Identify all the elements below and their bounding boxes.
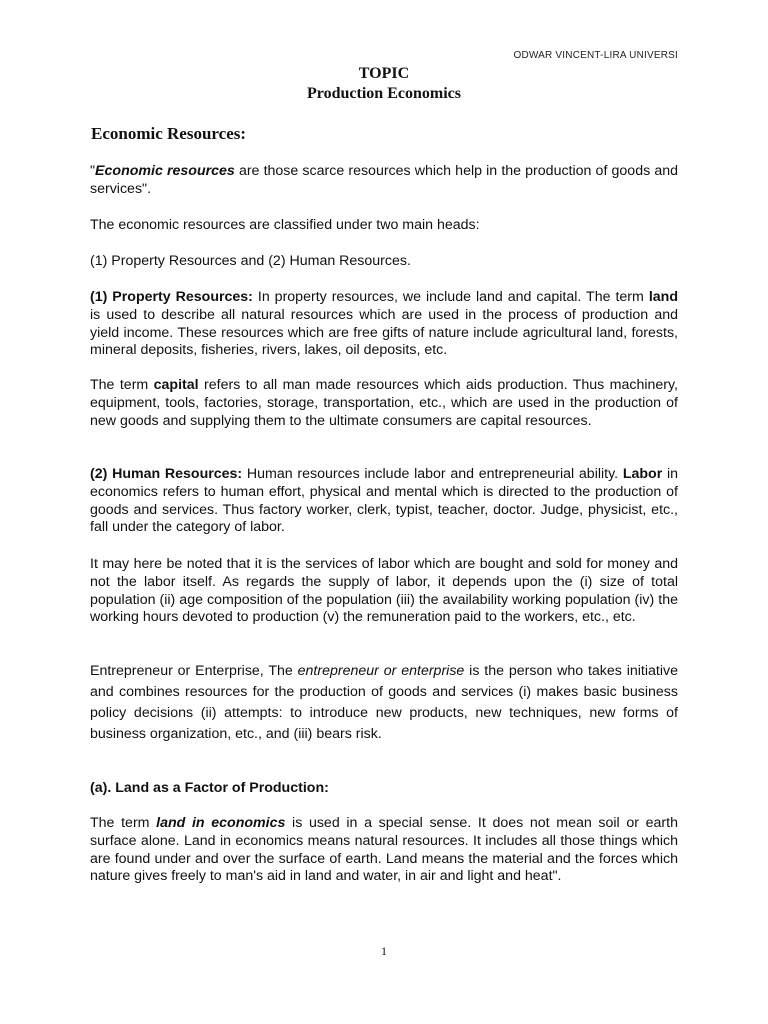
paragraph-entrepreneur: [90, 661, 678, 745]
term-capital: capital: [153, 377, 199, 393]
paragraph-text: is the person who takes initiative and combines resources for the production of goods and services (i) makes basic business policy decisions (ii) attempts: to introduce new products, new techniques, new forms of business organization, etc., and (iii) bears risk.: [90, 663, 678, 742]
paragraph-text: The term: [90, 815, 157, 831]
section-heading: Economic Resources:: [91, 124, 247, 143]
paragraph-text: is used to describe all natural resources which are used in the process of production and yield income. These resources which are free gifts of nature include agricultural land, forests, mineral deposits, fisheries, rivers, lakes, oil deposits, etc.: [90, 306, 678, 359]
paragraph-human-resources: [90, 466, 678, 537]
term-land-in-economics: land in economics: [156, 815, 286, 831]
paragraph-definition: [90, 163, 678, 199]
paragraph-property-resources: [90, 289, 678, 360]
paragraph-text: in economics refers to human effort, physical and mental which is directed to the production of goods and services. Thus factory worker, clerk, typist, teacher, doctor. Judge, physicist, etc., fall under the category of labor.: [90, 466, 679, 536]
paragraph-land-economics: [90, 815, 678, 886]
page-number: 1: [381, 944, 387, 958]
subject-title: Production Economics: [307, 85, 461, 102]
paragraph-text: Human resources include labor and entrepreneurial ability.: [242, 466, 623, 482]
paragraph-capital: [90, 377, 678, 430]
paragraph-text: is used in a special sense. It does not mean soil or earth surface alone. Land in economics means natural resources. It includes all those things which are found under and over the surface of earth. Land means the material and the forces which nature gives freely to man's aid in land and water, in air and light and heat".: [90, 815, 678, 885]
paragraph-text: In property resources, we include land and capital. The term: [252, 289, 649, 305]
term-entrepreneur: entrepreneur or enterprise: [297, 663, 465, 679]
paragraph-classification: The economic resources are classified under two main heads:: [90, 217, 480, 233]
paragraph-text: are those scarce resources which help in the production of goods and services".: [90, 163, 678, 197]
paragraph-heads: (1) Property Resources and (2) Human Resources.: [90, 253, 411, 269]
quote-mark: ": [90, 163, 96, 179]
paragraph-text: The term: [90, 377, 154, 393]
term-labor: Labor: [622, 466, 663, 482]
term-land: land: [648, 289, 678, 305]
lead-property-resources: (1) Property Resources:: [90, 289, 253, 305]
paragraph-text: refers to all man made resources which aids production. Thus machinery, equipment, tools, factories, storage, transportation, etc., which are used in the production of new goods and supplying them to the ultimate consumers are capital resources.: [90, 377, 678, 429]
topic-label: TOPIC: [358, 65, 410, 82]
paragraph-labor-supply: It may here be noted that it is the services of labor which are bought and sold for money and not the labor itself. As regards the supply of labor, it depends upon the (i) size of total population (ii) age composition of the population (iii) the availability working population (iv) the working hours devoted to production (v) the remuneration paid to the workers, etc., etc.: [90, 556, 678, 626]
paragraph-text: Entrepreneur or Enterprise, The: [90, 663, 298, 679]
subsection-heading: (a). Land as a Factor of Production:: [90, 780, 329, 796]
document-title: [0, 64, 768, 104]
lead-human-resources: (2) Human Resources:: [90, 466, 243, 482]
term-economic-resources: Economic resources: [95, 163, 235, 179]
institution-header: ODWAR VINCENT-LIRA UNIVERSI: [513, 50, 678, 61]
